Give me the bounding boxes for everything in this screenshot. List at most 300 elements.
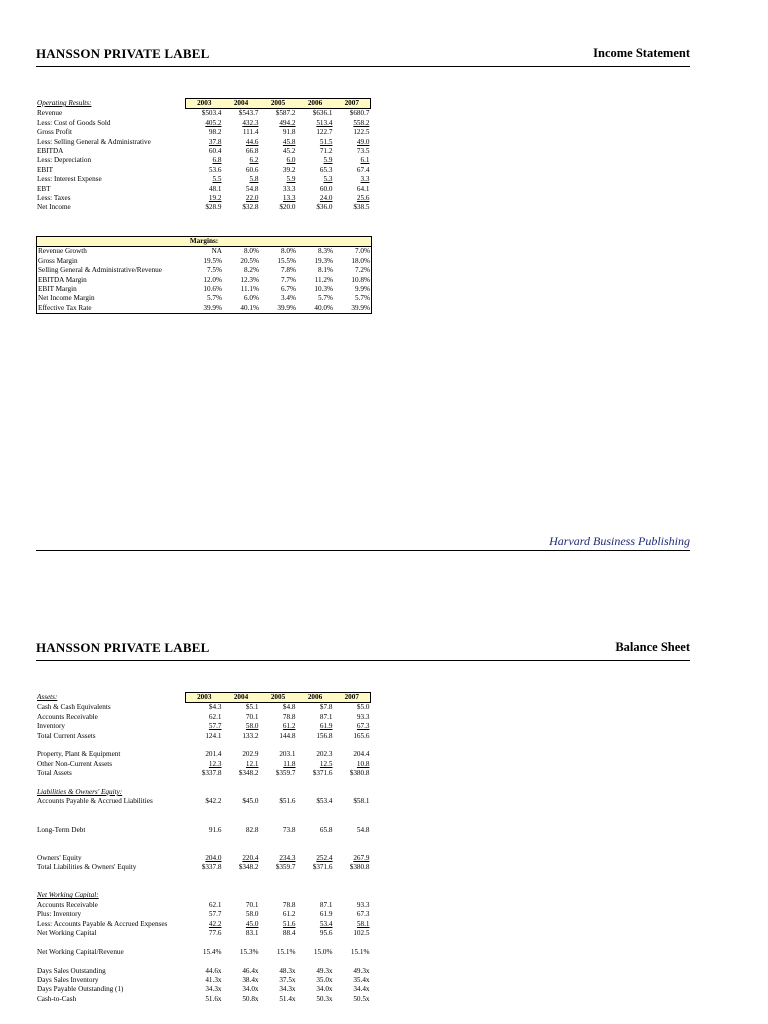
value-text: 98.2	[208, 128, 222, 137]
row-value	[223, 769, 260, 778]
table-row	[37, 285, 372, 294]
row-value	[297, 826, 334, 835]
value-text: 57.7	[208, 722, 222, 731]
value-text: 558.2	[353, 118, 370, 127]
empty-cell	[334, 873, 371, 882]
empty-cell	[334, 741, 371, 750]
row-value	[186, 147, 223, 156]
row-value	[260, 185, 297, 194]
empty-cell	[186, 882, 223, 891]
row-value	[223, 732, 260, 741]
value-text: 50.3x	[316, 994, 333, 1003]
row-value	[223, 995, 260, 1004]
value-text: 51.4x	[279, 994, 296, 1003]
value-text: $4.8	[282, 703, 296, 712]
row-value	[260, 910, 297, 919]
value-text: $636.1	[312, 109, 333, 118]
row-label: Selling General & Administrative/Revenue	[38, 266, 162, 275]
row-value	[260, 722, 297, 731]
value-text: 87.1	[319, 712, 333, 721]
empty-cell	[334, 957, 371, 966]
row-value	[223, 797, 260, 806]
empty-cell	[260, 844, 297, 853]
value-text: 25.6	[356, 194, 370, 203]
spacer-row	[36, 779, 371, 788]
value-text: 46.4x	[242, 966, 259, 975]
row-value: 19.5%	[203, 256, 222, 265]
value-text: 111.4	[242, 128, 259, 137]
value-text: 165.6	[353, 731, 370, 740]
empty-cell	[260, 957, 297, 966]
row-value	[334, 769, 371, 778]
row-value	[297, 703, 334, 713]
value-text: 220.4	[242, 853, 259, 862]
table-row	[36, 826, 371, 835]
section-title-row	[36, 788, 371, 797]
value-text: 87.1	[319, 900, 333, 909]
row-value	[260, 203, 297, 212]
empty-cell	[223, 835, 260, 844]
empty-cell	[223, 873, 260, 882]
empty-cell	[334, 788, 371, 797]
row-value	[297, 910, 334, 919]
value-text: 48.3x	[279, 966, 296, 975]
value-text: 144.8	[279, 731, 296, 740]
value-text: 12.3	[208, 759, 222, 768]
empty-cell	[223, 741, 260, 750]
row-value	[260, 797, 297, 806]
empty-cell	[260, 807, 297, 816]
empty-cell	[223, 957, 260, 966]
value-text: 34.0x	[316, 985, 333, 994]
row-label: Cash-to-Cash	[37, 994, 77, 1003]
table-row	[36, 713, 371, 722]
margins-table	[36, 236, 372, 314]
row-value	[297, 147, 334, 156]
value-text: 61.9	[319, 910, 333, 919]
row-value	[186, 985, 223, 994]
row-value	[334, 948, 371, 957]
value-text: 70.1	[245, 712, 259, 721]
document-title: Balance Sheet	[615, 640, 690, 654]
empty-cell	[297, 891, 334, 900]
company-name: HANSSON PRIVATE LABEL	[36, 640, 210, 655]
empty-cell	[297, 788, 334, 797]
row-value	[297, 138, 334, 147]
row-value	[223, 175, 260, 184]
value-text: $58.1	[353, 797, 370, 806]
row-label: Net Working Capital	[37, 929, 97, 938]
row-value	[223, 929, 260, 938]
value-text: 42.2	[208, 919, 222, 928]
row-label: Property, Plant & Equipment	[37, 750, 121, 759]
value-text: 50.8x	[242, 994, 259, 1003]
row-value	[186, 156, 223, 165]
table-row	[36, 175, 371, 184]
row-value	[223, 119, 260, 128]
row-label: Long-Term Debt	[37, 825, 86, 834]
row-value: 15.5%	[277, 256, 296, 265]
value-text: 67.3	[356, 910, 370, 919]
row-value	[297, 769, 334, 778]
section-title	[36, 891, 186, 900]
empty-cell	[297, 938, 334, 947]
empty-cell	[334, 844, 371, 853]
row-value	[223, 901, 260, 910]
empty-cell	[297, 779, 334, 788]
table-row	[36, 194, 371, 203]
value-text: 77.6	[208, 929, 222, 938]
value-text: 122.7	[316, 128, 333, 137]
value-text: 204.4	[353, 750, 370, 759]
value-text: 10.8	[356, 759, 370, 768]
row-value	[334, 166, 371, 175]
value-text: $503.4	[201, 109, 222, 118]
row-value	[186, 175, 223, 184]
value-text: $359.7	[275, 863, 296, 872]
row-value	[297, 128, 334, 137]
value-text: 61.2	[282, 722, 296, 731]
value-text: $371.6	[312, 769, 333, 778]
empty-cell	[334, 779, 371, 788]
row-value: 9.9%	[355, 285, 370, 294]
row-label: Less: Taxes	[37, 194, 71, 203]
value-text: 54.8	[356, 825, 370, 834]
spacer-row	[36, 873, 371, 882]
row-value	[334, 901, 371, 910]
document-title: Income Statement	[593, 46, 690, 60]
value-text: 61.9	[319, 722, 333, 731]
value-text: $38.5	[353, 203, 370, 212]
value-text: 64.1	[356, 184, 370, 193]
value-text: 15.0%	[313, 947, 333, 956]
row-value: 39.9%	[277, 303, 296, 312]
empty-cell	[186, 873, 223, 882]
row-value	[334, 703, 371, 713]
value-text: 24.0	[319, 194, 333, 203]
row-value	[297, 854, 334, 863]
value-text: 3.3	[360, 175, 370, 184]
empty-cell	[260, 882, 297, 891]
table-row	[36, 147, 371, 156]
table-row	[36, 119, 371, 128]
row-label: Total Current Assets	[37, 731, 96, 740]
value-text: $42.2	[205, 797, 222, 806]
value-text: $5.0	[356, 703, 370, 712]
table-row	[36, 166, 371, 175]
row-value	[260, 985, 297, 994]
value-text: 202.3	[316, 750, 333, 759]
row-value: 40.1%	[240, 303, 259, 312]
row-value	[186, 194, 223, 203]
empty-cell	[223, 816, 260, 825]
empty-cell	[36, 835, 186, 844]
spacer-row	[36, 816, 371, 825]
row-value	[297, 920, 334, 929]
value-text: 405.2	[205, 118, 222, 127]
row-value: 8.3%	[318, 247, 333, 256]
row-value	[334, 976, 371, 985]
year-header-2005: 2005	[260, 99, 297, 109]
row-value	[334, 722, 371, 731]
row-value	[223, 976, 260, 985]
row-label: EBIT Margin	[38, 285, 77, 294]
row-value	[186, 732, 223, 741]
row-value: 7.7%	[281, 275, 296, 284]
table-row	[36, 128, 371, 137]
row-value: NA	[211, 247, 222, 256]
row-value	[186, 797, 223, 806]
value-text: $32.8	[242, 203, 259, 212]
spacer-row	[36, 844, 371, 853]
empty-cell	[334, 891, 371, 900]
margins-title: Margins:	[37, 237, 372, 247]
value-text: 78.8	[282, 900, 296, 909]
section-title-text: Liabilities & Owners' Equity:	[37, 788, 123, 797]
table-row	[36, 750, 371, 759]
row-value	[186, 995, 223, 1004]
row-value	[223, 854, 260, 863]
row-value	[186, 901, 223, 910]
value-text: 71.2	[319, 147, 333, 156]
value-text: $587.2	[275, 109, 296, 118]
row-value	[334, 929, 371, 938]
table-row	[36, 760, 371, 769]
empty-cell	[36, 938, 186, 947]
row-value	[260, 967, 297, 976]
value-text: 234.3	[279, 853, 296, 862]
row-value	[260, 750, 297, 759]
row-value	[186, 910, 223, 919]
row-value: 8.0%	[244, 247, 259, 256]
value-text: 60.0	[319, 184, 333, 193]
row-value	[334, 760, 371, 769]
empty-cell	[334, 835, 371, 844]
row-value	[334, 156, 371, 165]
value-text: 12.5	[319, 759, 333, 768]
year-header-row	[36, 99, 371, 109]
value-text: 65.8	[319, 825, 333, 834]
value-text: 48.1	[208, 184, 222, 193]
row-label: Less: Cost of Goods Sold	[37, 118, 111, 127]
row-value: 8.0%	[281, 247, 296, 256]
row-label: Less: Depreciation	[37, 156, 92, 165]
section-title-row	[36, 891, 371, 900]
value-text: 5.5	[212, 175, 222, 184]
table-row	[37, 276, 372, 285]
value-text: $380.8	[349, 769, 370, 778]
table-row	[36, 185, 371, 194]
row-value	[223, 203, 260, 212]
row-value	[260, 147, 297, 156]
row-value	[297, 985, 334, 994]
value-text: $45.0	[242, 797, 259, 806]
row-label: Gross Margin	[38, 256, 78, 265]
row-value	[260, 109, 297, 119]
value-text: 70.1	[245, 900, 259, 909]
table-row	[36, 138, 371, 147]
row-value	[223, 948, 260, 957]
value-text: 45.2	[282, 147, 296, 156]
spacer-row	[36, 807, 371, 816]
row-value	[223, 713, 260, 722]
row-value	[334, 175, 371, 184]
row-value	[186, 948, 223, 957]
value-text: 37.8	[208, 137, 222, 146]
row-value	[223, 863, 260, 872]
table-row	[37, 247, 372, 257]
row-label: Net Working Capital/Revenue	[37, 947, 124, 956]
section-title-text: Assets:	[37, 693, 58, 701]
value-text: 49.3x	[316, 966, 333, 975]
row-value: 10.8%	[351, 275, 370, 284]
row-value	[223, 185, 260, 194]
row-value: 40.0%	[314, 303, 333, 312]
value-text: 91.6	[208, 825, 222, 834]
value-text: 50.5x	[353, 994, 370, 1003]
row-value	[186, 713, 223, 722]
empty-cell	[223, 807, 260, 816]
value-text: 12.1	[245, 759, 259, 768]
row-value	[186, 920, 223, 929]
row-value	[186, 976, 223, 985]
row-value	[297, 750, 334, 759]
row-value	[334, 910, 371, 919]
empty-cell	[36, 741, 186, 750]
empty-cell	[223, 788, 260, 797]
empty-cell	[36, 957, 186, 966]
row-value	[260, 976, 297, 985]
row-value	[260, 732, 297, 741]
value-text: 15.1%	[276, 947, 296, 956]
row-value	[186, 185, 223, 194]
row-value: 12.0%	[203, 275, 222, 284]
row-value	[334, 109, 371, 119]
row-value	[297, 732, 334, 741]
empty-cell	[260, 873, 297, 882]
row-value: 3.4%	[281, 294, 296, 303]
row-label: Less: Interest Expense	[37, 175, 102, 184]
value-text: 35.4x	[353, 976, 370, 985]
row-value	[334, 854, 371, 863]
value-text: 58.0	[245, 910, 259, 919]
value-text: 5.8	[249, 175, 259, 184]
year-header-2006: 2006	[297, 99, 334, 109]
value-text: 45.8	[282, 137, 296, 146]
spacer-row	[36, 938, 371, 947]
value-text: 156.8	[316, 731, 333, 740]
row-value	[334, 185, 371, 194]
table-row	[37, 294, 372, 303]
empty-cell	[36, 807, 186, 816]
value-text: 57.7	[208, 910, 222, 919]
value-text: 122.5	[353, 128, 370, 137]
row-value	[260, 194, 297, 203]
row-value	[297, 797, 334, 806]
table-row	[36, 976, 371, 985]
table-row	[36, 854, 371, 863]
row-value	[186, 109, 223, 119]
row-label: Net Income Margin	[38, 294, 95, 303]
table-row	[36, 732, 371, 741]
value-text: 51.6x	[205, 994, 222, 1003]
value-text: 53.4	[319, 919, 333, 928]
value-text: 432.3	[242, 118, 259, 127]
empty-cell	[260, 779, 297, 788]
row-label: Total Assets	[37, 769, 72, 778]
row-value	[297, 929, 334, 938]
row-value	[260, 138, 297, 147]
row-value	[223, 760, 260, 769]
value-text: 58.0	[245, 722, 259, 731]
row-label: EBITDA	[37, 147, 64, 156]
year-header-2003: 2003	[186, 99, 223, 109]
value-text: $4.3	[208, 703, 222, 712]
row-value	[297, 995, 334, 1004]
publisher-name: Harvard Business Publishing	[549, 534, 690, 548]
row-value	[223, 967, 260, 976]
year-header-2007: 2007	[334, 693, 371, 703]
row-value: 8.2%	[244, 266, 259, 275]
row-value	[297, 713, 334, 722]
row-label: Days Payable Outstanding (1)	[37, 985, 124, 994]
row-value	[260, 156, 297, 165]
row-value	[297, 109, 334, 119]
row-label: Total Liabilities & Owners' Equity	[37, 863, 137, 872]
row-value	[186, 138, 223, 147]
row-value	[223, 166, 260, 175]
row-value	[186, 166, 223, 175]
row-value	[334, 732, 371, 741]
empty-cell	[223, 938, 260, 947]
empty-cell	[297, 807, 334, 816]
empty-cell	[186, 807, 223, 816]
row-value	[260, 166, 297, 175]
year-header-2006: 2006	[297, 693, 334, 703]
row-label: Accounts Receivable	[37, 900, 98, 909]
row-value: 5.7%	[355, 294, 370, 303]
empty-cell	[297, 835, 334, 844]
empty-cell	[186, 835, 223, 844]
table-row	[37, 304, 372, 314]
section-title-text: Operating Results:	[37, 99, 92, 107]
row-value	[223, 703, 260, 713]
value-text: 15.4%	[202, 947, 222, 956]
spacer-row	[36, 741, 371, 750]
row-value	[297, 156, 334, 165]
table-row	[36, 203, 371, 212]
value-text: 252.4	[316, 853, 333, 862]
value-text: $371.6	[312, 863, 333, 872]
value-text: 6.1	[360, 156, 370, 165]
row-value: 7.8%	[281, 266, 296, 275]
spacer-row	[36, 835, 371, 844]
empty-cell	[297, 873, 334, 882]
row-value	[186, 967, 223, 976]
row-value	[186, 760, 223, 769]
row-value	[223, 985, 260, 994]
row-value	[297, 203, 334, 212]
row-value	[297, 967, 334, 976]
row-value	[334, 863, 371, 872]
value-text: 83.1	[245, 929, 259, 938]
row-value	[223, 147, 260, 156]
row-label: Days Sales Outstanding	[37, 966, 106, 975]
row-value	[297, 166, 334, 175]
row-value: 11.2%	[314, 275, 333, 284]
row-value	[260, 901, 297, 910]
value-text: 33.3	[282, 184, 296, 193]
